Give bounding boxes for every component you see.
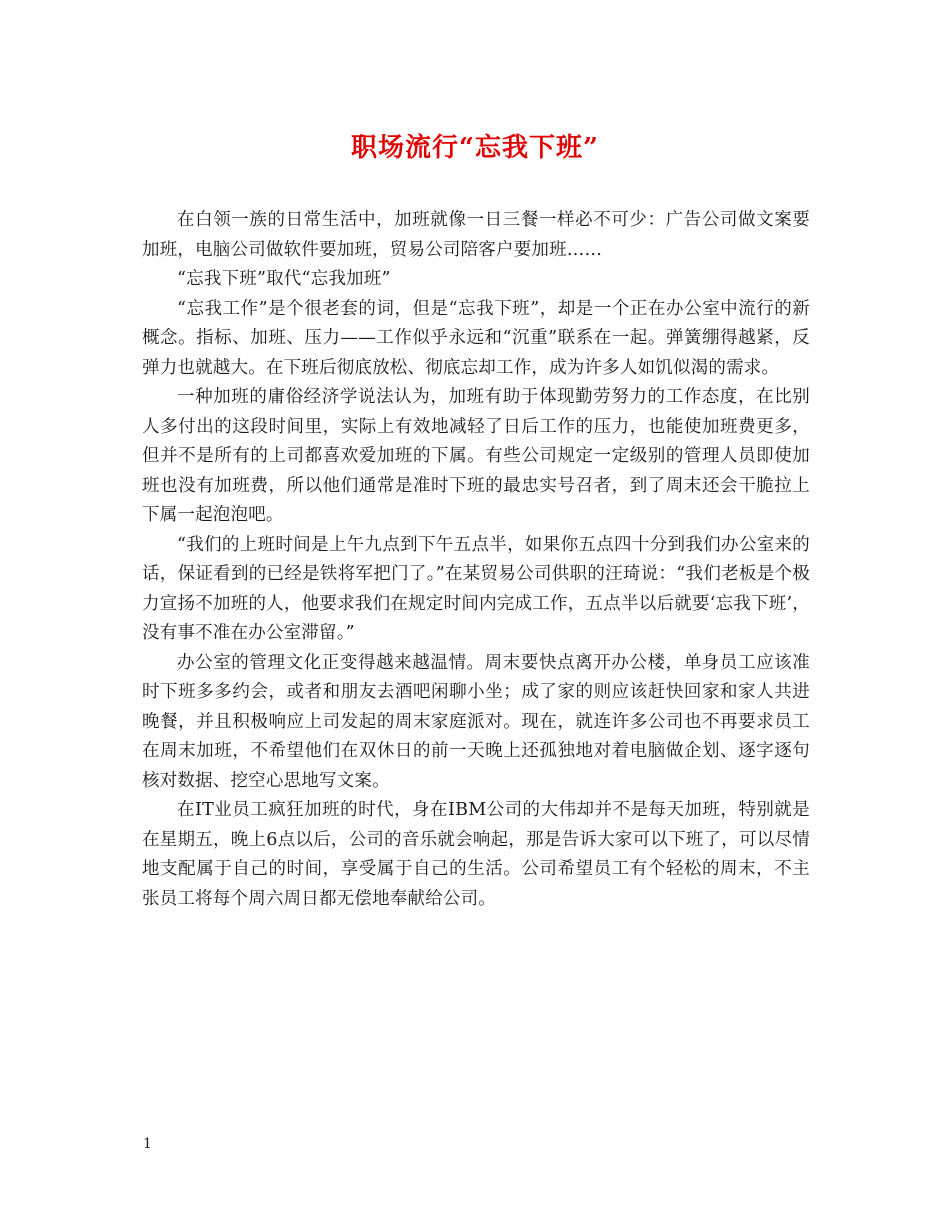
paragraph-quote: “我们的上班时间是上午九点到下午五点半，如果你五点四十分到我们办公室来的话，保证看到的已经是铁将军把门了。”在某贸易公司供职的汪琦说：“我们老板是个极力宣扬不加班的人，他要求我们在规定时间内完成工作，五点半以后就要‘忘我下班’，没有事不准在办公室滞留。” bbox=[142, 534, 810, 643]
paragraph-concept: “忘我工作”是个很老套的词，但是“忘我下班”，却是一个正在办公室中流行的新概念。指标、加班、压力——工作似乎永远和“沉重”联系在一起。弹簧绷得越紧，反弹力也就越大。在下班后彻底放松、彻底忘却工作，成为许多人如饥似渴的需求。 bbox=[142, 298, 810, 378]
paragraph-subheading: “忘我下班”取代“忘我加班” bbox=[177, 269, 391, 289]
paragraph-intro: 在白领一族的日常生活中，加班就像一日三餐一样必不可少：广告公司做文案要加班，电脑公司做软件要加班，贸易公司陪客户要加班…… bbox=[142, 210, 810, 260]
page-number: 1 bbox=[143, 1136, 152, 1152]
paragraph-ibm: 在IT业员工疯狂加班的时代，身在IBM公司的大伟却并不是每天加班，特别就是在星期五，晚上6点以后，公司的音乐就会响起，那是告诉大家可以下班了，可以尽情地支配属于自己的时间，享受属于自己的生活。公司希望员工有个轻松的周末，不主张员工将每个周六周日都无偿地奉献给公司。 bbox=[142, 800, 810, 909]
paragraph-culture: 办公室的管理文化正变得越来越温情。周末要快点离开办公楼，单身员工应该准时下班多多约会，或者和朋友去酒吧闲聊小坐；成了家的则应该赶快回家和家人共进晚餐，并且积极响应上司发起的周末家庭派对。现在，就连许多公司也不再要求员工在周末加班，不希望他们在双休日的前一天晚上还孤独地对着电脑做企划、逐字逐句核对数据、挖空心思地写文案。 bbox=[142, 652, 810, 791]
document-title: 职场流行“忘我下班” bbox=[351, 133, 599, 163]
paragraph-economics: 一种加班的庸俗经济学说法认为，加班有助于体现勤劳努力的工作态度，在比别人多付出的这段时间里，实际上有效地减轻了日后工作的压力，也能使加班费更多，但并不是所有的上司都喜欢爱加班的下属。有些公司规定一定级别的管理人员即使加班也没有加班费，所以他们通常是准时下班的最忠实号召者，到了周末还会干脆拉上下属一起泡泡吧。 bbox=[142, 387, 810, 525]
document-body bbox=[142, 206, 810, 914]
